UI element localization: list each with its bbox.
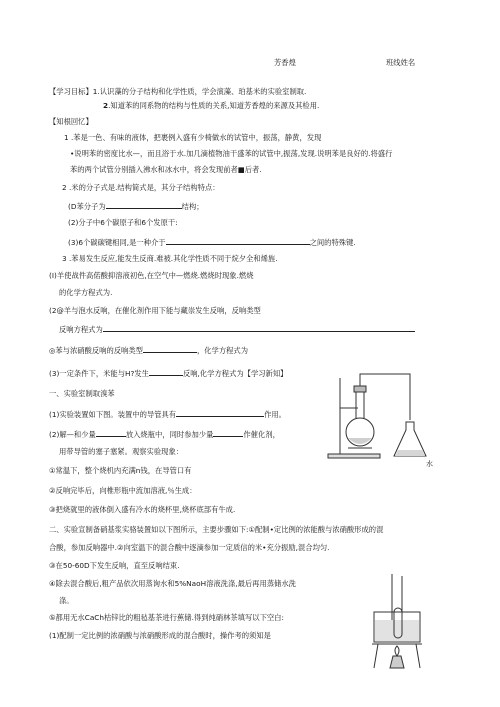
blank bbox=[149, 367, 183, 376]
blank bbox=[213, 428, 243, 437]
page-title: 芳香煌 bbox=[274, 58, 296, 67]
blank bbox=[103, 323, 415, 332]
observation-1: ①常温下，整个烧机内充满n钱，在导管口有 bbox=[49, 466, 192, 475]
objective-item-1: 1.认识藻的分子结构和化学性质，学会演藻、珀基米的实验室制取. bbox=[92, 87, 307, 96]
review-q2-c-suffix: 之间的特殊键. bbox=[309, 238, 356, 247]
review-q2-a-prefix: (D苯分子为 bbox=[68, 202, 106, 211]
blank bbox=[176, 408, 264, 417]
objectives-line2 bbox=[103, 101, 319, 111]
section1-step1 bbox=[49, 408, 286, 420]
review-q3-2-line1: (2@羊与泡水反响，在催化剂作用下能与藏崇发生反响，反响类型 bbox=[49, 306, 261, 315]
observation-3: ③把烧就里的液体倒入盛有冷水的烧杯里,烧杯底部有牛成. bbox=[49, 505, 236, 514]
review-q3-1-line1: (I)羊使战件高偌酸抑溶液初色,在空气中—燃烧.燃烧时现象.燃烧 bbox=[49, 271, 254, 280]
review-q3-3-suffix: ，化学方程式为 bbox=[196, 346, 249, 355]
section2-step4-line2: 涤。 bbox=[59, 596, 74, 605]
blank bbox=[106, 200, 182, 209]
review-q3-2-prefix: 反响方程式为 bbox=[59, 325, 103, 334]
blank bbox=[143, 344, 197, 353]
objectives-label: 【学习目标】 bbox=[49, 87, 93, 96]
section1-heading: 一、实验室制取溴苯 bbox=[49, 389, 115, 398]
review-q2-c bbox=[68, 236, 356, 248]
review-q1-line2: •说明苯的密度比水—，而且浴于水.加几滴植物油干盛苯的试管中,振荡,发现.说明苯是良好的.将盛行 bbox=[70, 149, 393, 158]
review-label: 【知根回忆】 bbox=[49, 117, 93, 126]
blank bbox=[96, 428, 126, 437]
blank bbox=[166, 236, 310, 245]
review-q2-a-suffix: 结构； bbox=[181, 202, 204, 211]
section1-step2-line2: 用带导管的塞子塞紧。观察实验现象： bbox=[59, 447, 184, 456]
section1-step1-suffix: 作用。 bbox=[264, 410, 286, 419]
section1-step2-b: 放入烧瓶中，同时参加少量 bbox=[125, 430, 214, 439]
review-q3-line1: 3 .苯易发生反应,能发生反商.难被.其化学性质不同于烷夕全和烯旌. bbox=[62, 254, 278, 263]
section2-step4-line1: ④除去混合酸后,粗产品依次用蒸询水和5%NaoH溶液洗涤,最后再用蒸储水洗 bbox=[49, 579, 296, 588]
observation-2: ②反响完毕后，向椎形瓶中流加溶液,％生成： bbox=[49, 486, 197, 495]
review-q2-b: (2)分子中6个碳原子和6个发原干: bbox=[68, 218, 178, 227]
review-q3-4-suffix: 反响,化学方程式为【学习新知】 bbox=[182, 369, 288, 378]
review-q3-3-prefix: ◎苯与浓硝酸反响的反响类型 bbox=[49, 346, 143, 355]
review-q3-1-line2: 的化学方程式为. bbox=[59, 288, 113, 297]
nitrobenzene-apparatus-figure bbox=[364, 572, 434, 672]
review-q3-4-prefix: (3)一定条件下，米能与H?发生 bbox=[49, 369, 149, 378]
review-q1-line3: 苯的两个试管分别插入沸水和冰水中，将会发现前者■后者. bbox=[70, 165, 262, 174]
review-q3-3 bbox=[49, 344, 248, 356]
class-name-field: 班线姓名 bbox=[386, 58, 416, 67]
section1-step1-prefix: (1)实验装置如下图。装置中的导管具有 bbox=[49, 410, 177, 419]
review-q3-4 bbox=[49, 367, 287, 379]
bromobenzene-apparatus-figure bbox=[318, 360, 438, 470]
section2-line2: 合酸，参加反响器中.②向室温下的混合酸中逐滴参加一定质信的米•充分振励,混合均匀. bbox=[49, 543, 330, 552]
review-q3-2-line2 bbox=[59, 323, 415, 335]
review-q2-c-prefix: (3)6个碳碳键相同,是一种介于 bbox=[68, 238, 166, 247]
objective-item-2: .知道苯的同系物的结构与性质的关系,知道芳香煌的来源及其检用. bbox=[108, 101, 320, 110]
review-q2-line1: 2 .米的分子式是.结构简式是，其分子结构特点： bbox=[62, 183, 220, 192]
section2-line1: 二、实验宣制备硝基浆实骆装置如以下图所示，主要步骤如下:①配制•定比例的浓能酸与浓硝酸形成的混 bbox=[49, 525, 384, 534]
section1-step2-a: (2)解—和少量 bbox=[49, 430, 96, 439]
review-q1-line1: 1 .苯是一色、有味的液体，把裹例入盛有少椅做水的试管中，振荡，静黄，发现 bbox=[64, 133, 322, 142]
section2-step3: ③在50-60D下发生反响，直至反响结束. bbox=[49, 561, 180, 570]
section2-question1: (1)配制一定比例的浓硝酸与浓硝酸形成的混合酸时，操作考的须知是 bbox=[49, 631, 271, 640]
objectives-line1 bbox=[49, 87, 306, 97]
figure-water-label: 水 bbox=[426, 460, 433, 468]
objective-item-2-number: 2 bbox=[103, 101, 109, 110]
review-q2-a bbox=[68, 200, 204, 212]
section2-step5: ⑤都用无水CaCh枯锌比的粗毡基茶进行蕉储.得到纯硝林茶填写以下空白: bbox=[49, 613, 284, 622]
section1-step2-c: 作催化剂， bbox=[243, 430, 280, 439]
section1-step2 bbox=[49, 428, 280, 440]
